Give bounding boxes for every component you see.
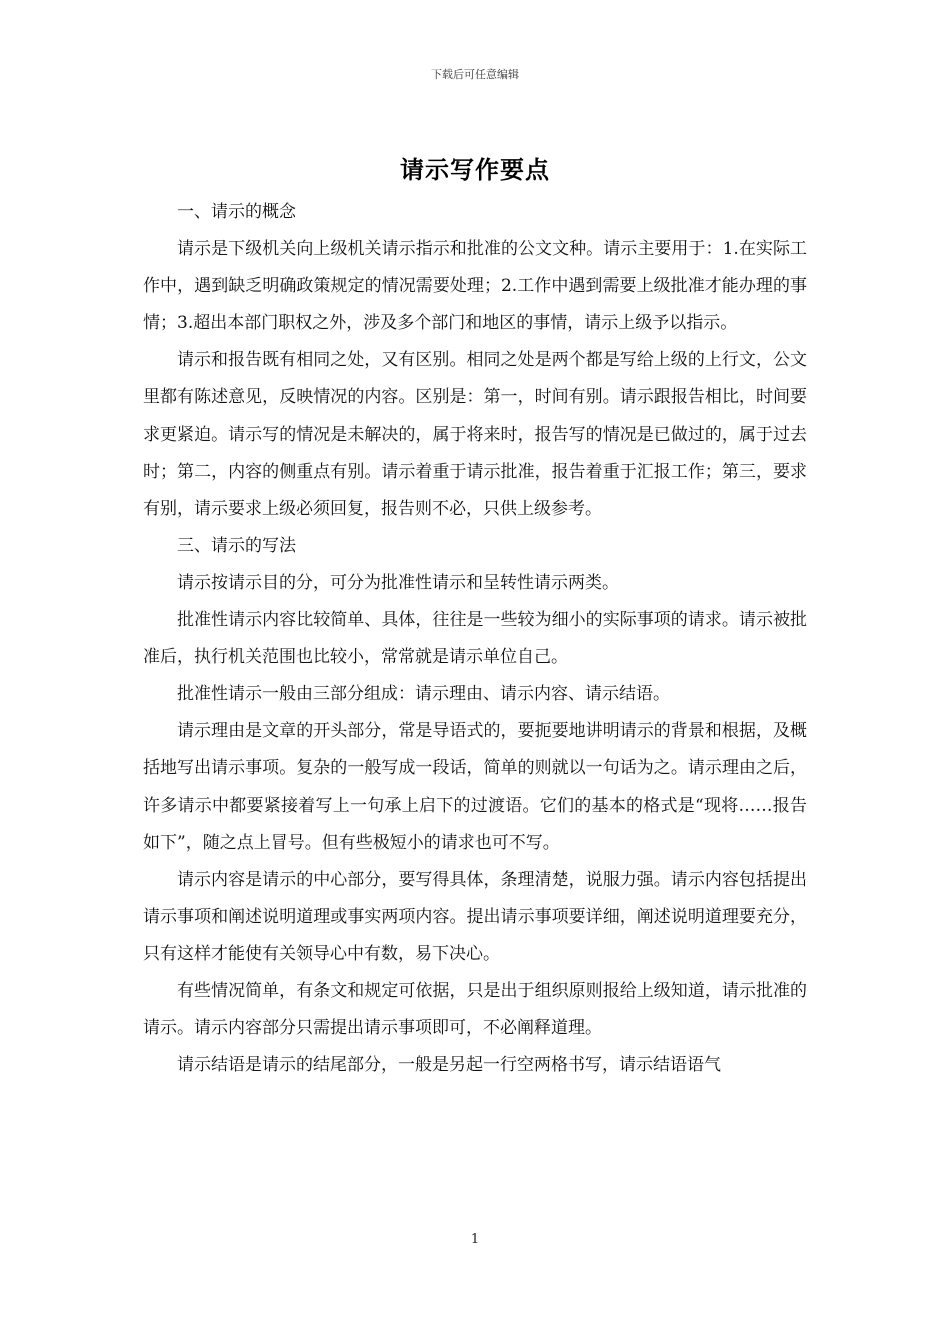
document-title: 请示写作要点 [400, 156, 550, 184]
document-body [143, 194, 807, 1084]
paragraph: 请示理由是文章的开头部分，常是导语式的，要扼要地讲明请示的背景和根据，及概括地写出请示事项。复杂的一般写成一段话，简单的则就以一句话为之。请示理由之后，许多请示中都要紧接着写上一句承上启下的过渡语。它们的基本的格式是“现将……报告如下”，随之点上冒号。但有些极短小的请求也可不写。 [143, 721, 807, 853]
paragraph: 请示按请示目的分，可分为批准性请示和呈转性请示两类。 [177, 572, 619, 593]
paragraph: 请示是下级机关向上级机关请示指示和批准的公文文种。请示主要用于：1.在实际工作中，遇到缺乏明确政策规定的情况需要处理；2.工作中遇到需要上级批准才能办理的事情；3.超出本部门职权之外，涉及多个部门和地区的事情，请示上级予以指示。 [143, 239, 807, 334]
page-number: 1 [470, 1232, 480, 1247]
paragraph: 批准性请示内容比较简单、具体，往往是一些较为细小的实际事项的请求。请示被批准后，执行机关范围也比较小，常常就是请示单位自己。 [143, 610, 807, 668]
paragraph: 请示内容是请示的中心部分，要写得具体，条理清楚，说服力强。请示内容包括提出请示事项和阐述说明道理或事实两项内容。提出请示事项要详细，阐述说明道理要充分，只有这样才能使有关领导心中有数，易下决心。 [143, 869, 807, 964]
paragraph: 请示和报告既有相同之处，又有区别。相同之处是两个都是写给上级的上行文，公文里都有陈述意见，反映情况的内容。区别是：第一，时间有别。请示跟报告相比，时间要求更紧迫。请示写的情况是未解决的，属于将来时，报告写的情况是已做过的，属于过去时；第二，内容的侧重点有别。请示着重于请示批准，报告着重于汇报工作；第三，要求有别，请示要求上级必须回复，报告则不必，只供上级参考。 [143, 350, 807, 519]
paragraph: 有些情况简单，有条文和规定可依据，只是出于组织原则报给上级知道，请示批准的请示。请示内容部分只需提出请示事项即可，不必阐释道理。 [143, 980, 807, 1039]
section-heading-writing: 三、请示的写法 [177, 535, 296, 556]
paragraph: 请示结语是请示的结尾部分，一般是另起一行空两格书写，请示结语语气 [177, 1055, 721, 1076]
page-header: 下载后可任意编辑 [431, 68, 519, 81]
section-heading-concept: 一、请示的概念 [177, 202, 296, 222]
paragraph: 批准性请示一般由三部分组成：请示理由、请示内容、请示结语。 [177, 684, 670, 705]
